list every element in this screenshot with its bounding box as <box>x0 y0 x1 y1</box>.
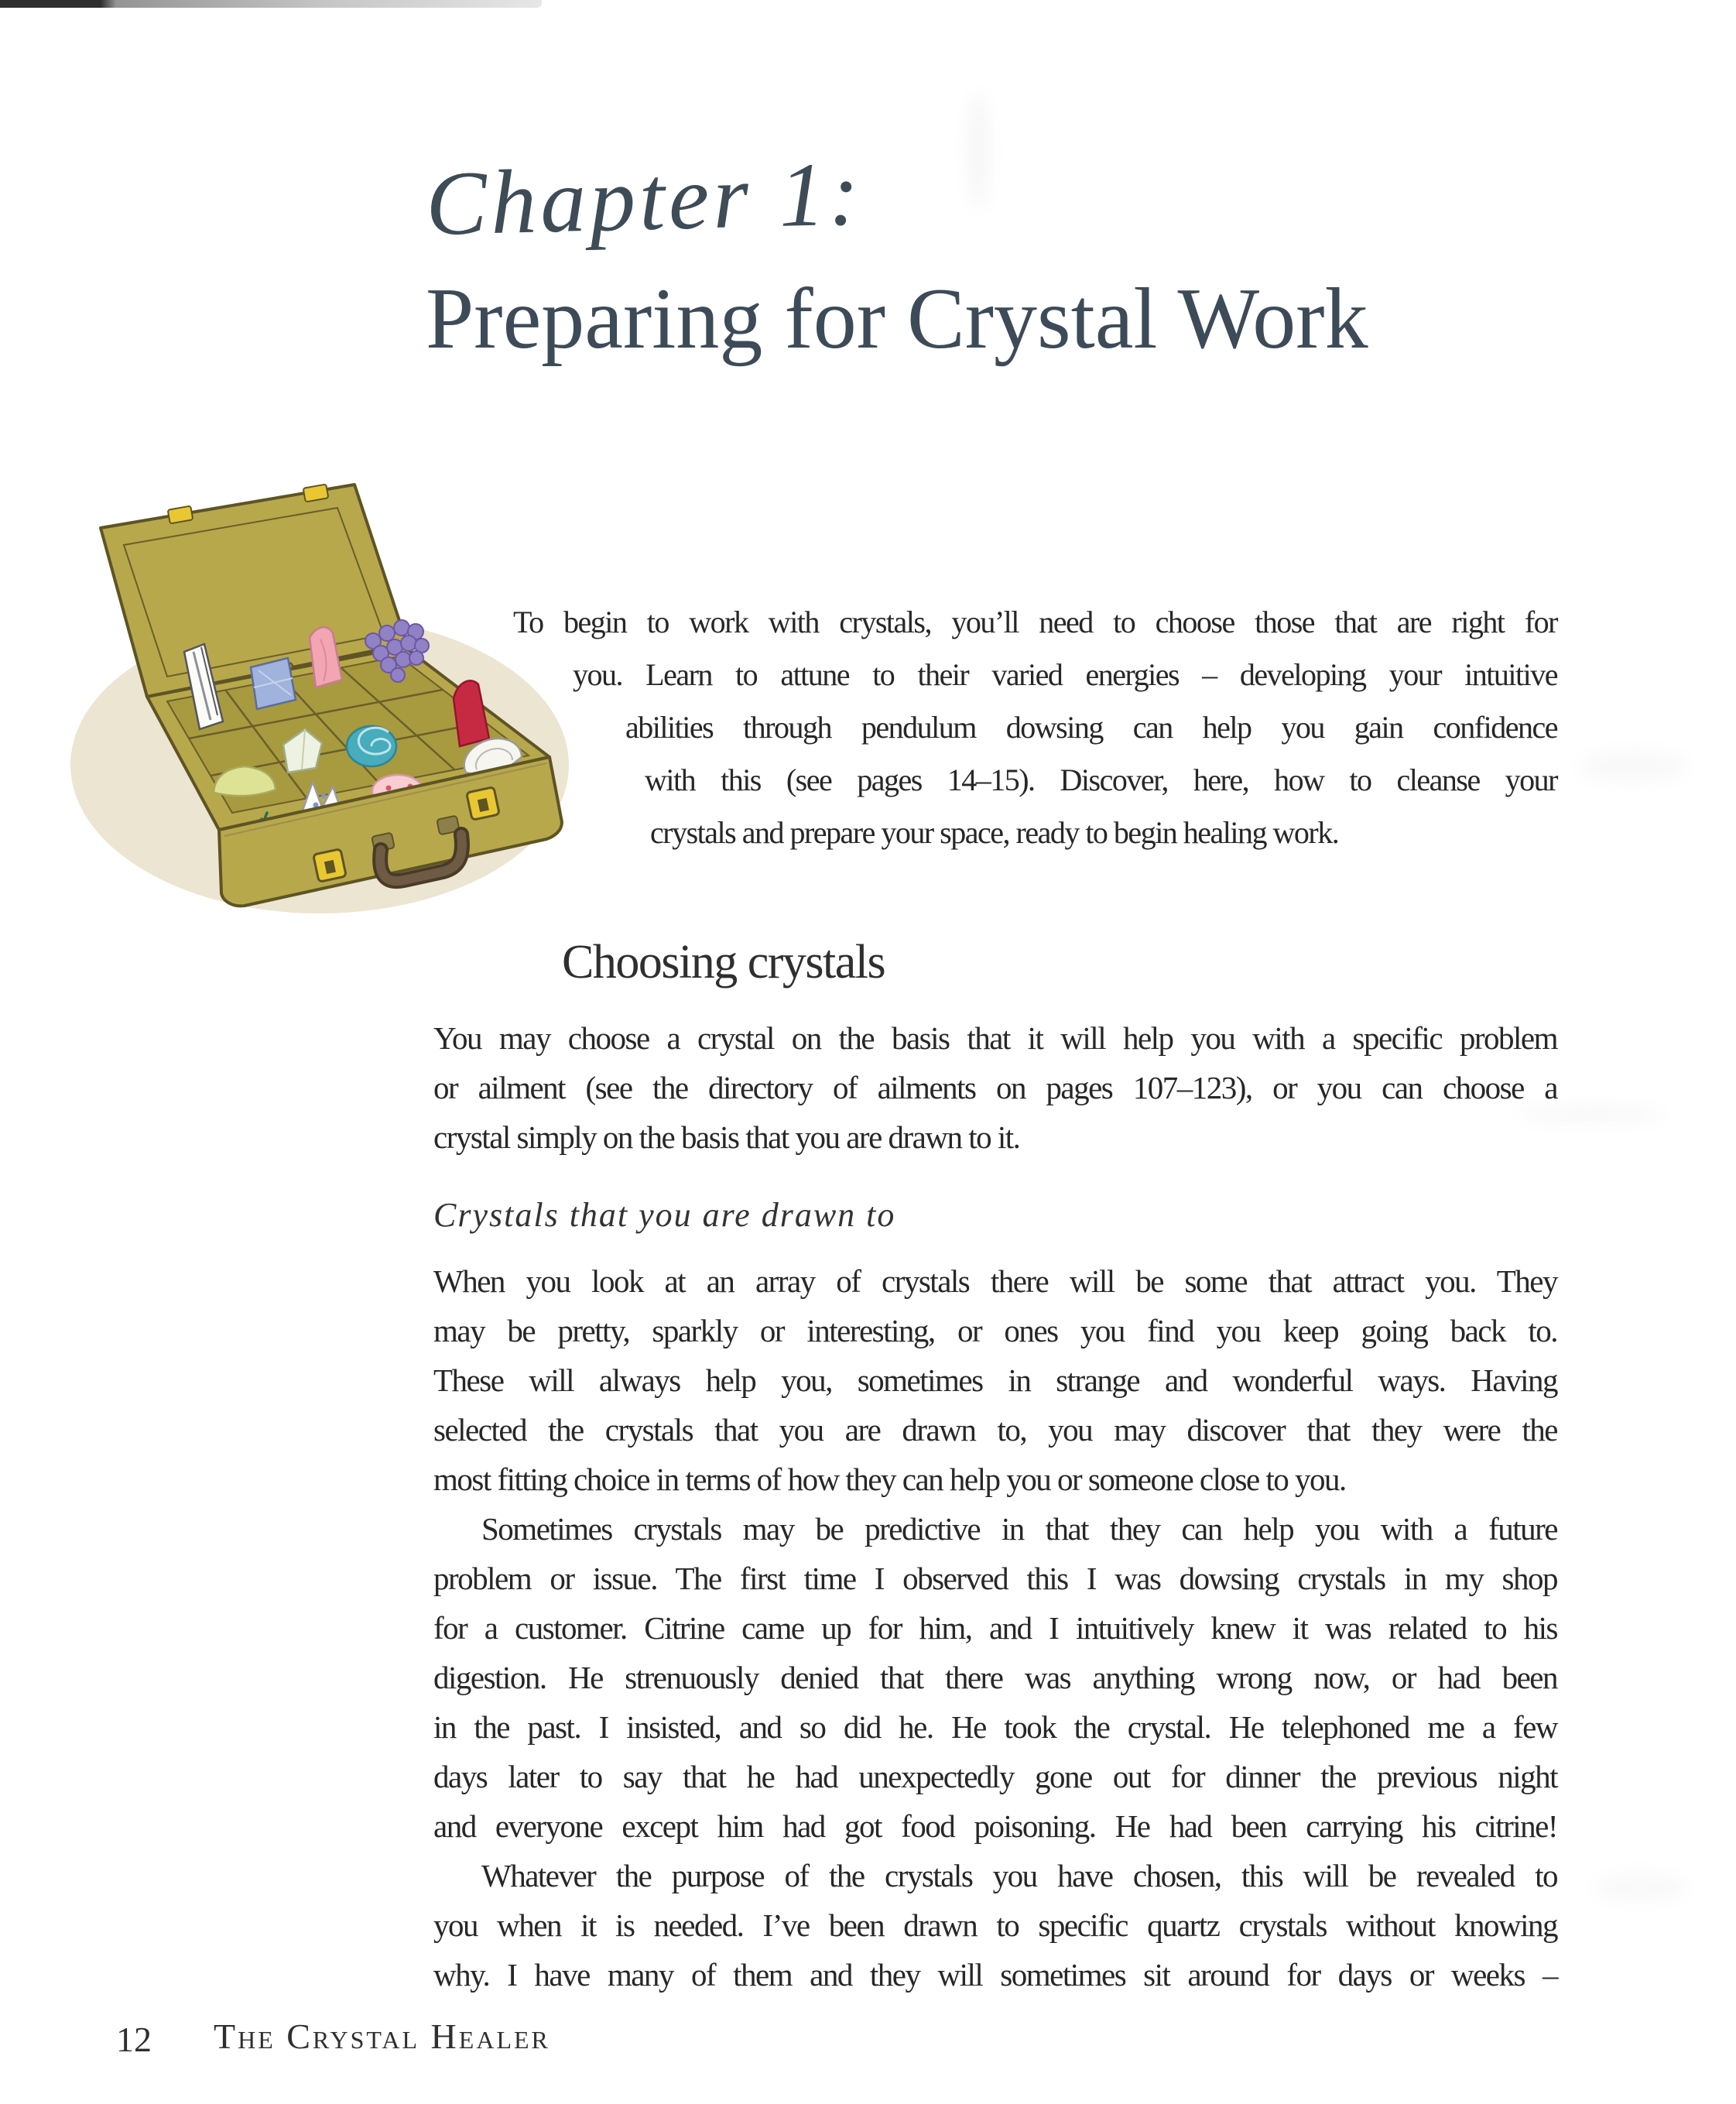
page-footer <box>0 2016 1736 2062</box>
paragraph <box>433 1504 1557 1851</box>
intro-line: crystals and prepare your space, ready to begin healing work. <box>650 815 1339 850</box>
paragraph-line: for a customer. Citrine came up for him, and I intuitively knew it was related to his <box>433 1610 1557 1646</box>
paragraph-line: or ailment (see the directory of ailments on pages 107–123), or you can choose a <box>433 1070 1557 1105</box>
chapter-title: Preparing for Crystal Work <box>426 271 1368 367</box>
paragraph-line: selected the crystals that you are drawn to, you may discover that they were the <box>433 1412 1557 1448</box>
paragraph-line: may be pretty, sparkly or interesting, or ones you find you keep going back to. <box>433 1313 1557 1348</box>
intro-paragraph <box>433 596 1557 859</box>
intro-line: with this (see pages 14–15). Discover, here, how to cleanse your <box>645 762 1557 797</box>
blue-crystal-icon <box>251 658 296 709</box>
paragraph-line: You may choose a crystal on the basis that it will help you with a specific problem <box>433 1020 1557 1056</box>
italic-subheading: Crystals that you are drawn to <box>433 1196 896 1234</box>
intro-line: abilities through pendulum dowsing can help you gain confidence <box>625 710 1557 745</box>
paragraph-line: days later to say that he had unexpectedly gone out for dinner the previous night <box>433 1759 1557 1794</box>
paragraph-line: crystal simply on the basis that you are drawn to it. <box>433 1119 1020 1155</box>
paragraph-line: problem or issue. The first time I observed this I was dowsing crystals in my shop <box>433 1561 1557 1596</box>
paragraph-line: you when it is needed. I’ve been drawn to specific quartz crystals without knowing <box>433 1907 1557 1943</box>
teal-spiral-stone-icon <box>347 726 396 766</box>
paragraph <box>433 1013 1557 1162</box>
paragraph-line: digestion. He strenuously denied that there was anything wrong now, or had been <box>433 1660 1557 1695</box>
section-heading: Choosing crystals <box>562 936 885 989</box>
paragraph-line: Sometimes crystals may be predictive in that they can help you with a future <box>481 1511 1557 1547</box>
paragraph-line: These will always help you, sometimes in strange and wonderful ways. Having <box>433 1362 1557 1398</box>
lid-clasp-icon <box>303 485 329 502</box>
paragraph-line: why. I have many of them and they will sometimes sit around for days or weeks – <box>433 1957 1557 1993</box>
chapter-number-script: Chapter 1: <box>424 142 865 255</box>
paragraph-line: in the past. I insisted, and so did he. He took the crystal. He telephoned me a few <box>433 1709 1557 1745</box>
main-text-column <box>433 921 1557 1999</box>
lid-clasp-icon <box>168 506 193 524</box>
scan-smudge <box>1594 1873 1687 1901</box>
book-title: The Crystal Healer <box>214 2017 550 2056</box>
paragraph-line: and everyone except him had got food poisoning. He had been carrying his citrine! <box>433 1808 1557 1844</box>
scan-edge-artifact <box>0 0 542 8</box>
paragraph <box>433 1851 1557 1999</box>
scan-smudge <box>967 93 989 209</box>
paragraph-line: When you look at an array of crystals there will be some that attract you. They <box>433 1263 1557 1299</box>
page-number: 12 <box>116 2020 152 2059</box>
intro-line: you. Learn to attune to their varied energies – developing your intuitive <box>573 657 1557 692</box>
paragraph <box>433 1256 1557 1504</box>
paragraph-line: most fitting choice in terms of how they can help you or someone close to you. <box>433 1461 1346 1497</box>
intro-line: To begin to work with crystals, you’ll need to choose those that are right for <box>513 605 1557 639</box>
front-latch-icon <box>313 849 347 882</box>
paragraph-line: Whatever the purpose of the crystals you have chosen, this will be revealed to <box>481 1858 1557 1893</box>
scan-smudge <box>1579 751 1687 782</box>
